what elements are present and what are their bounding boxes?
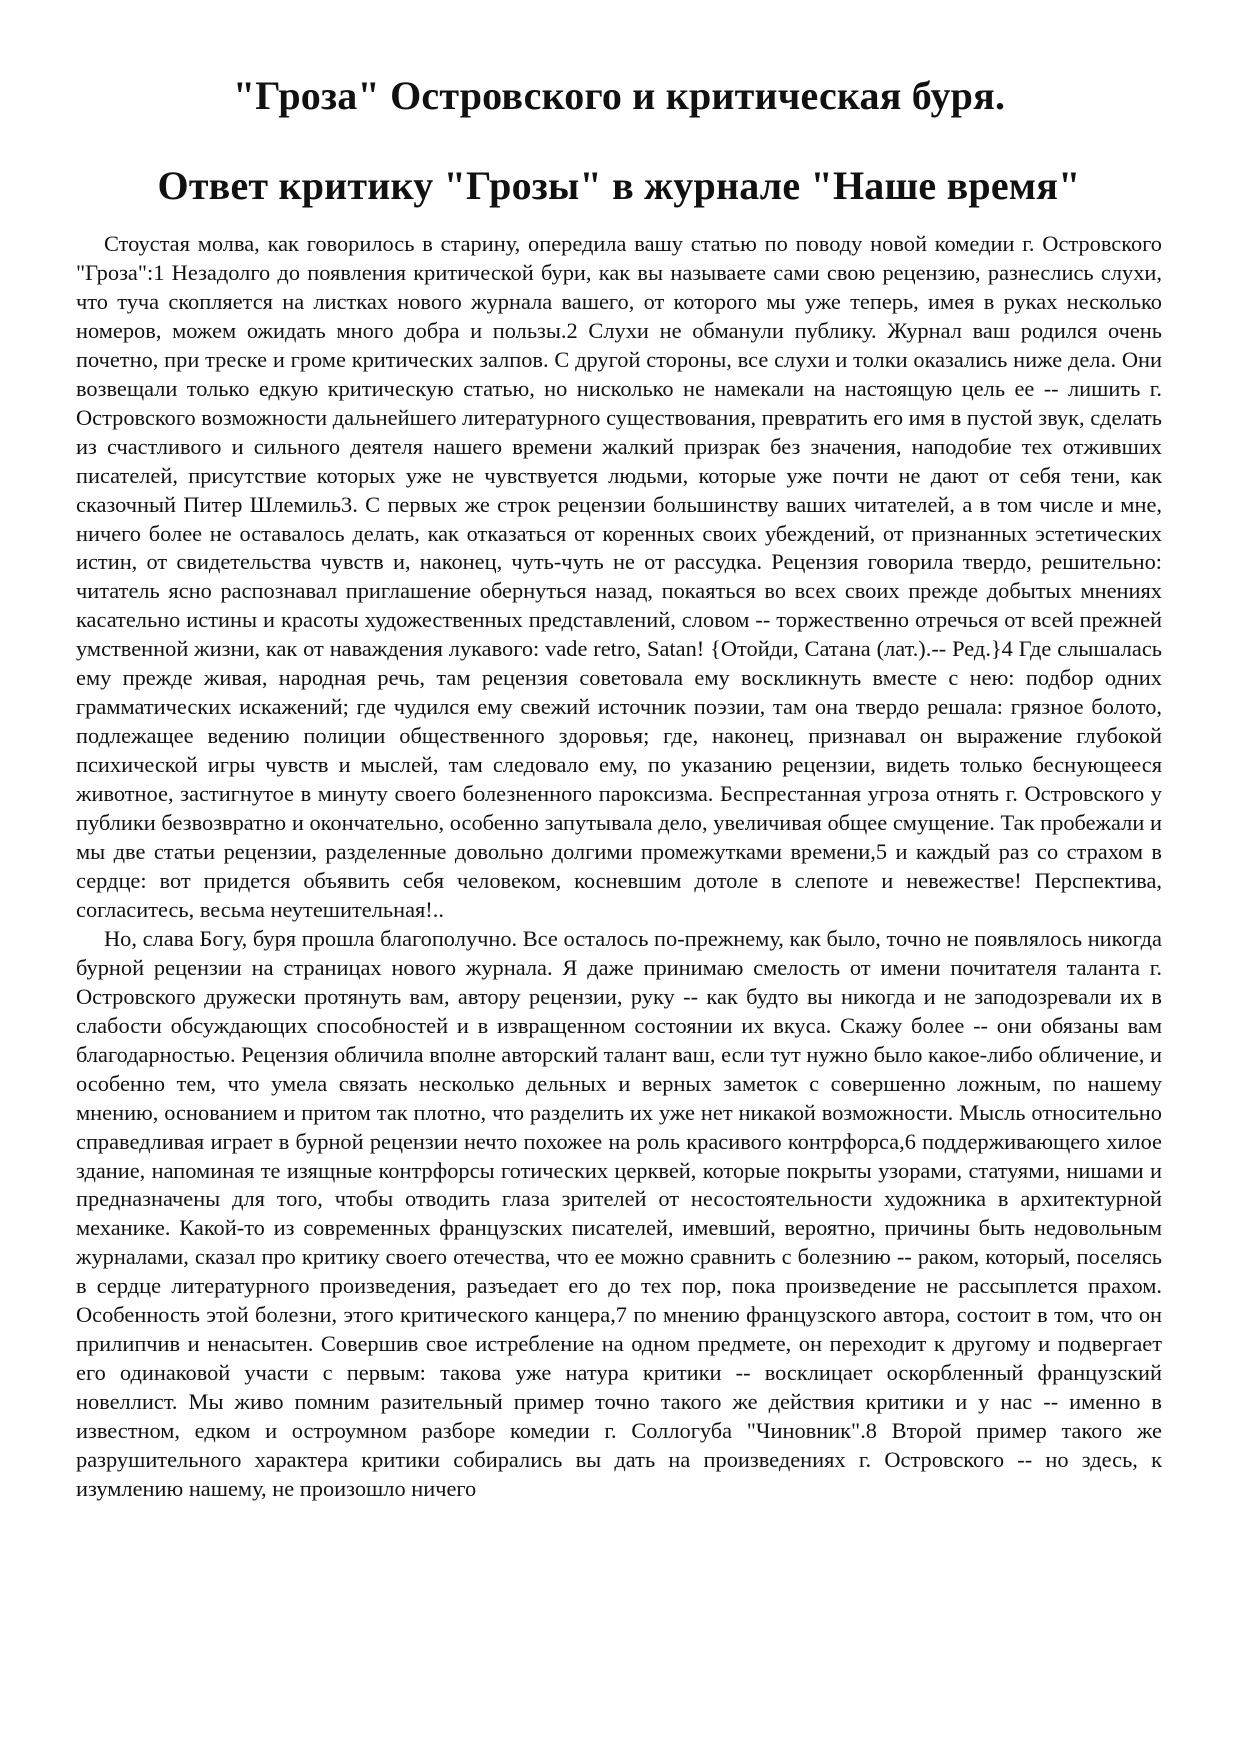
- paragraph: Стоустая молва, как говорилось в старину, опередила вашу статью по поводу новой комедии г. Островского "Гроза":1 Незадолго до появления критической бури, как вы называете сами свою рецензию, разнеслись слухи, что туча скопляется на листках нового журнала вашего, от которого мы уже теперь, имея в руках несколько номеров, можем ожидать много добра и пользы.2 Слухи не обманули публику. Журнал ваш родился очень почетно, при треске и громе критических залпов. С другой стороны, все слухи и толки оказались ниже дела. Они возвещали только едкую критическую статью, но нисколько не намекали на настоящую цель ее -- лишить г. Островского возможности дальнейшего литературного существования, превратить его имя в пустой звук, сделать из счастливого и сильного деятеля нашего времени жалкий призрак без значения, наподобие тех отживших писателей, присутствие которых уже не чувствуется людьми, которые уже почти не дают от себя тени, как сказочный Питер Шлемиль3. С первых же строк рецензии большинству ваших читателей, а в том числе и мне, ничего более не оставалось делать, как отказаться от коренных своих убеждений, от признанных эстетических истин, от свидетельства чувств и, наконец, чуть-чуть не от рассудка. Рецензия говорила твердо, решительно: читатель ясно распознавал приглашение обернуться назад, покаяться во всех своих прежде добытых мнениях касательно истины и красоты художественных представлений, словом -- торжественно отречься от всей прежней умственной жизни, как от наваждения лукавого: vade retro, Satan! {Отойди, Сатана (лат.).-- Ред.}4 Где слышалась ему прежде живая, народная речь, там рецензия советовала ему воскликнуть вместе с нею: подбор одних грамматических искажений; где чудился ему свежий источник поэзии, там она твердо решала: грязное болото, подлежащее ведению полиции общественного здоровья; где, наконец, признавал он выражение глубокой психической игры чувств и мыслей, там следовало ему, по указанию рецензии, видеть только беснующееся животное, застигнутое в минуту своего болезненного пароксизма. Беспрестанная угроза отнять г. Островского у публики безвозвратно и окончательно, особенно запутывала дело, увеличивая общее смущение. Так пробежали и мы две статьи рецензии, разделенные довольно долгими промежутками времени,5 и каждый раз со страхом в сердце: вот придется объявить себя человеком, косневшим дотоле в слепоте и невежестве! Перспектива, согласитесь, весьма неутешительная!..: [76, 231, 1162, 922]
- document-subtitle: Ответ критику "Грозы" в журнале "Наше время": [157, 163, 1081, 208]
- paragraph: Но, слава Богу, буря прошла благополучно. Все осталось по-прежнему, как было, точно не появлялось никогда бурной рецензии на страницах нового журнала. Я даже принимаю смелость от имени почитателя таланта г. Островского дружески протянуть вам, автору рецензии, руку -- как будто вы никогда и не заподозревали их в слабости обсуждающих способностей и в извращенном состоянии их вкуса. Скажу более -- они обязаны вам благодарностью. Рецензия обличила вполне авторский талант ваш, если тут нужно было какое-либо обличение, и особенно тем, что умела связать несколько дельных и верных заметок с совершенно ложным, по нашему мнению, основанием и притом так плотно, что разделить их уже нет никакой возможности. Мысль относительно справедливая играет в бурной рецензии нечто похожее на роль красивого контрфорса,6 поддерживающего хилое здание, напоминая те изящные контрфорсы готических церквей, которые покрыты узорами, статуями, нишами и предназначены для того, чтобы отводить глаза зрителей от несостоятельности художника в архитектурной механике. Какой-то из современных французских писателей, имевший, вероятно, причины быть недовольным журналами, сказал про критику своего отечества, что ее можно сравнить с болезнию -- раком, который, поселясь в сердце литературного произведения, разъедает его до тех пор, пока произведение не рассыплется прахом. Особенность этой болезни, этого критического канцера,7 по мнению французского автора, состоит в том, что он прилипчив и ненасытен. Совершив свое истребление на одном предмете, он переходит к другому и подвергает его одинаковой участи с первым: такова уже натура критики -- восклицает оскорбленный французский новеллист. Мы живо помним разительный пример точно такого же действия критики и у нас -- именно в известном, едком и остроумном разборе комедии г. Соллогуба "Чиновник".8 Второй пример такого же разрушительного характера критики собирались вы дать на произведениях г. Островского -- но здесь, к изумлению нашему, не произошло ничего: [76, 925, 1162, 1501]
- document-title: "Гроза" Островского и критическая буря.: [232, 73, 1006, 118]
- document-body: [76, 230, 1162, 1504]
